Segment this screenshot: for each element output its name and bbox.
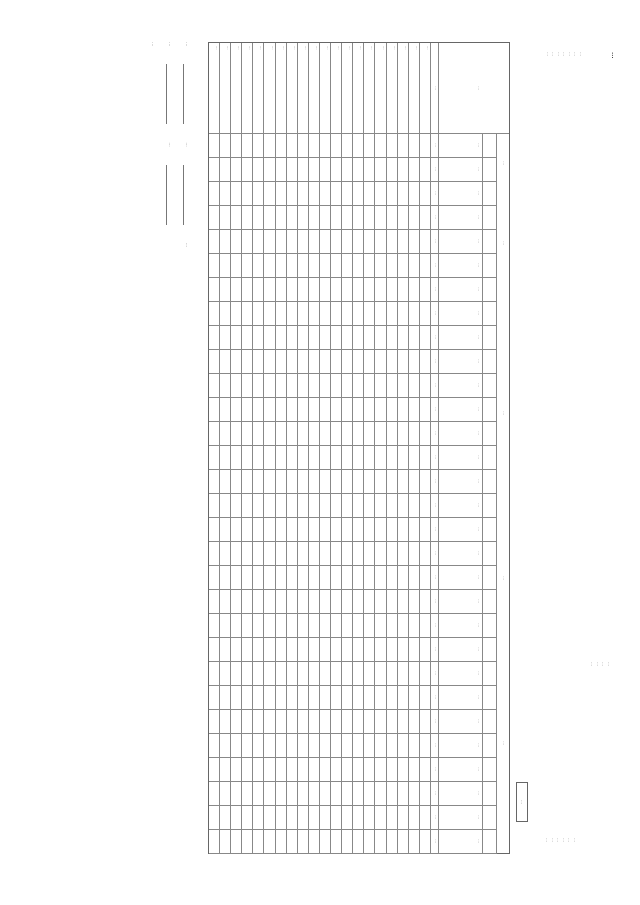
meta-line: … bbox=[557, 52, 562, 56]
column-number: … bbox=[434, 527, 438, 531]
column-header: … bbox=[477, 575, 481, 579]
row-label: … bbox=[259, 46, 264, 50]
column-number: … bbox=[434, 167, 438, 171]
column-header: … bbox=[477, 695, 481, 699]
row-label: … bbox=[215, 46, 220, 50]
table-rule bbox=[230, 43, 231, 853]
column-number: … bbox=[434, 503, 438, 507]
table-rule bbox=[430, 43, 431, 853]
approval-line: … bbox=[601, 662, 607, 666]
column-header: … bbox=[477, 215, 481, 219]
row-label: … bbox=[337, 46, 342, 50]
column-number: … bbox=[434, 839, 438, 843]
table-rule bbox=[352, 43, 353, 853]
row-label: … bbox=[414, 46, 419, 50]
column-header: … bbox=[477, 671, 481, 675]
column-header: … bbox=[477, 143, 481, 147]
row-label: … bbox=[303, 46, 308, 50]
column-header: … bbox=[477, 311, 481, 315]
column-header: … bbox=[477, 791, 481, 795]
table-rule bbox=[297, 43, 298, 853]
table-rule bbox=[408, 43, 409, 853]
table-rule bbox=[209, 853, 497, 854]
table-rule bbox=[341, 43, 342, 853]
row-label: … bbox=[292, 46, 297, 50]
column-header: … bbox=[477, 287, 481, 291]
column-header: … bbox=[477, 599, 481, 603]
column-number: … bbox=[434, 575, 438, 579]
code-line: … bbox=[573, 838, 578, 842]
row-label: … bbox=[237, 46, 242, 50]
meta-line: … bbox=[579, 52, 584, 56]
column-number: … bbox=[434, 143, 438, 147]
column-number: … bbox=[434, 647, 438, 651]
row-label: … bbox=[326, 46, 331, 50]
caption-position: … bbox=[168, 142, 173, 147]
meta-line: … bbox=[568, 52, 573, 56]
column-number: … bbox=[434, 263, 438, 267]
column-number: … bbox=[434, 287, 438, 291]
column-header: … bbox=[477, 623, 481, 627]
approval-block bbox=[590, 662, 612, 842]
signature-line bbox=[166, 165, 173, 225]
row-label: … bbox=[370, 46, 375, 50]
column-number: … bbox=[434, 791, 438, 795]
column-header: … bbox=[477, 191, 481, 195]
row-label: … bbox=[426, 46, 430, 50]
signature-block bbox=[140, 42, 190, 462]
row-label: … bbox=[248, 46, 253, 50]
table-rule bbox=[286, 43, 287, 853]
column-number: … bbox=[434, 455, 438, 459]
data-table bbox=[208, 42, 510, 854]
table-rule bbox=[375, 43, 376, 853]
column-number: … bbox=[434, 743, 438, 747]
column-number: … bbox=[434, 383, 438, 387]
signature-line bbox=[183, 64, 190, 124]
column-header: … bbox=[477, 767, 481, 771]
table-rule bbox=[241, 43, 242, 853]
column-number: … bbox=[434, 191, 438, 195]
column-header: … bbox=[477, 239, 481, 243]
executor-label: … bbox=[168, 42, 173, 47]
column-number: … bbox=[434, 335, 438, 339]
caption-signature: … bbox=[185, 142, 190, 147]
rotated-form bbox=[20, 22, 620, 882]
row-label: … bbox=[403, 46, 408, 50]
column-number: … bbox=[434, 815, 438, 819]
table-rule bbox=[319, 43, 320, 853]
column-header: … bbox=[477, 335, 481, 339]
column-number: … bbox=[434, 767, 438, 771]
row-label: … bbox=[392, 46, 397, 50]
header-group-label: … bbox=[502, 161, 506, 165]
meta-line: … bbox=[546, 52, 551, 56]
row-label: … bbox=[359, 46, 364, 50]
column-number: … bbox=[434, 86, 438, 90]
row-label: … bbox=[270, 46, 275, 50]
column-number: … bbox=[434, 551, 438, 555]
row-label: … bbox=[226, 46, 231, 50]
header-group-label: … bbox=[502, 741, 506, 745]
column-number: … bbox=[434, 719, 438, 723]
header-group-label: … bbox=[502, 411, 506, 415]
form-codes bbox=[545, 782, 578, 842]
approval-line: … bbox=[590, 662, 596, 666]
column-header: … bbox=[477, 719, 481, 723]
column-header: … bbox=[477, 503, 481, 507]
table-rule bbox=[419, 43, 420, 853]
column-header: … bbox=[477, 647, 481, 651]
table-rule bbox=[275, 43, 276, 853]
approval-line: … bbox=[607, 662, 612, 666]
table-rule bbox=[219, 43, 220, 853]
column-number: … bbox=[434, 239, 438, 243]
column-header: … bbox=[477, 383, 481, 387]
form-title: … bbox=[610, 52, 617, 59]
column-header: … bbox=[477, 407, 481, 411]
code-line: … bbox=[545, 838, 551, 842]
column-header: … bbox=[477, 86, 481, 90]
column-number: … bbox=[434, 215, 438, 219]
column-number: … bbox=[434, 407, 438, 411]
row-label: … bbox=[281, 46, 286, 50]
header-group-label: … bbox=[502, 241, 506, 245]
organization-meta bbox=[546, 52, 585, 272]
column-number: … bbox=[434, 311, 438, 315]
column-header: … bbox=[477, 839, 481, 843]
row-label: … bbox=[315, 46, 319, 50]
column-number: … bbox=[434, 479, 438, 483]
column-header: … bbox=[477, 263, 481, 267]
column-header: … bbox=[477, 551, 481, 555]
column-number: … bbox=[434, 359, 438, 363]
date-line: … bbox=[151, 42, 156, 47]
approval-line: … bbox=[596, 662, 601, 666]
table-rule bbox=[386, 43, 387, 853]
column-number: … bbox=[434, 695, 438, 699]
column-header: … bbox=[477, 167, 481, 171]
column-header: … bbox=[477, 455, 481, 459]
table-rule bbox=[397, 43, 398, 853]
meta-line: … bbox=[551, 52, 557, 56]
code-line: … bbox=[556, 838, 562, 842]
table-rule bbox=[330, 43, 331, 853]
code-line: … bbox=[551, 838, 556, 842]
column-header: … bbox=[477, 479, 481, 483]
table-rule bbox=[308, 43, 309, 853]
column-number: … bbox=[434, 623, 438, 627]
signature-line bbox=[183, 165, 190, 225]
column-header: … bbox=[477, 527, 481, 531]
head-label: … bbox=[185, 42, 190, 47]
column-header: … bbox=[477, 743, 481, 747]
signature-line bbox=[166, 64, 173, 124]
meta-line: … bbox=[573, 52, 579, 56]
row-label: … bbox=[348, 46, 353, 50]
header-group-label: … bbox=[502, 576, 506, 580]
row-label: … bbox=[381, 46, 386, 50]
table-rule bbox=[438, 43, 439, 853]
code-box: … bbox=[516, 782, 528, 822]
table-rule bbox=[264, 43, 265, 853]
column-header: … bbox=[477, 359, 481, 363]
code-line: … bbox=[562, 838, 567, 842]
caption-name: … bbox=[185, 242, 190, 248]
code-line: … bbox=[567, 838, 573, 842]
column-number: … bbox=[434, 671, 438, 675]
column-header: … bbox=[477, 815, 481, 819]
table-rule bbox=[363, 43, 364, 853]
column-number: … bbox=[434, 431, 438, 435]
meta-line: … bbox=[562, 52, 568, 56]
column-header: … bbox=[477, 431, 481, 435]
column-number: … bbox=[434, 599, 438, 603]
table-rule bbox=[252, 43, 253, 853]
